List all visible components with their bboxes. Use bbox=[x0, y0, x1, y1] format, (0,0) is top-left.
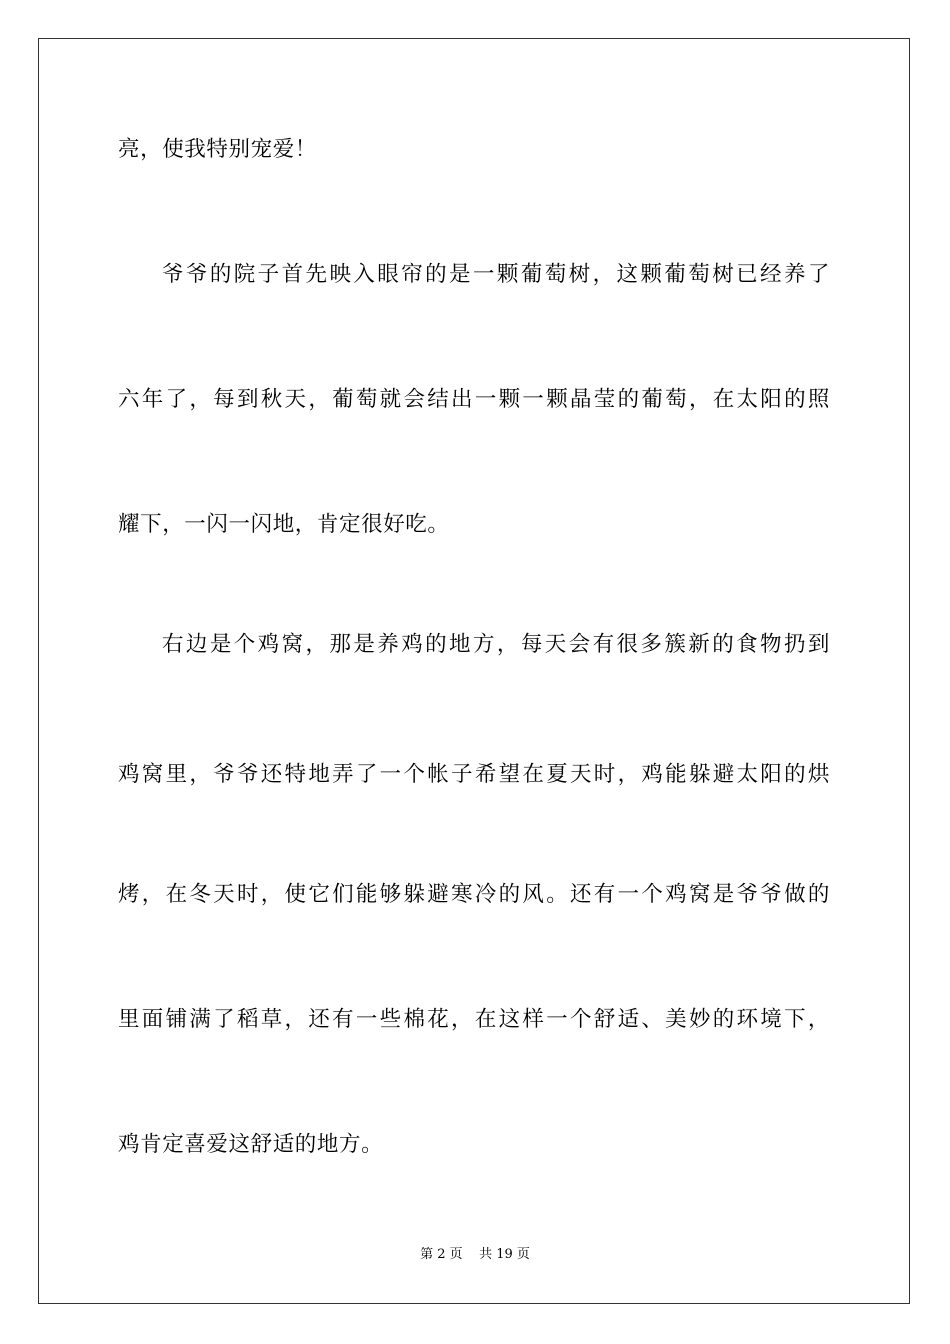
paragraph-line: 烤，在冬天时，使它们能够躲避寒冷的风。还有一个鸡窝是爷爷做的 bbox=[118, 882, 830, 907]
paragraph-line: 耀下，一闪一闪地，肯定很好吃。 bbox=[118, 512, 450, 537]
paragraph-line: 右边是个鸡窝，那是养鸡的地方，每天会有很多簇新的食物扔到 bbox=[162, 632, 830, 657]
paragraph-line: 里面铺满了稻草，还有一些棉花，在这样一个舒适、美妙的环境下， bbox=[118, 1007, 830, 1032]
page-number-footer: 第 2 页 共 19 页 bbox=[420, 1247, 530, 1262]
paragraph-line: 亮，使我特别宠爱！ bbox=[118, 137, 317, 162]
paragraph-line: 爷爷的院子首先映入眼帘的是一颗葡萄树，这颗葡萄树已经养了 bbox=[162, 262, 830, 287]
paragraph-line: 鸡窝里，爷爷还特地弄了一个帐子希望在夏天时，鸡能躲避太阳的烘 bbox=[118, 762, 830, 787]
paragraph-line: 鸡肯定喜爱这舒适的地方。 bbox=[118, 1132, 384, 1157]
page-border bbox=[38, 38, 910, 1304]
paragraph-line: 六年了，每到秋天，葡萄就会结出一颗一颗晶莹的葡萄，在太阳的照 bbox=[118, 387, 830, 412]
